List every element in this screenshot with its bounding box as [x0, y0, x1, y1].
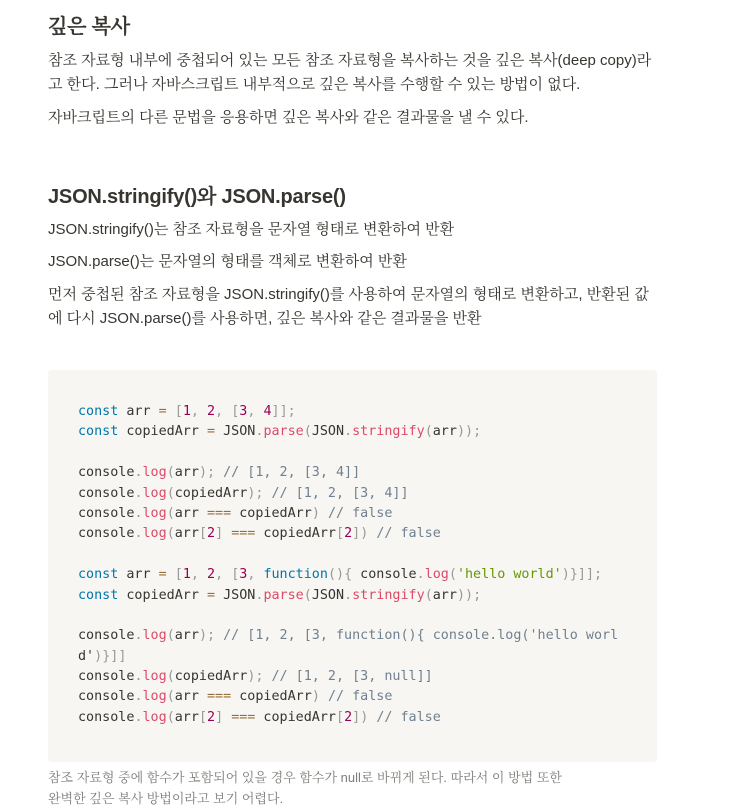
- code-line: console.log(arr); // [1, 2, [3, function(){ console.log('hello worl: [78, 628, 619, 644]
- code-line: console.log(arr[2] === copiedArr[2]) // false: [78, 526, 441, 542]
- code-line: const copiedArr = JSON.parse(JSON.stringify(arr));: [78, 424, 482, 440]
- paragraph-json-combined: 먼저 중첩된 참조 자료형을 JSON.stringify()를 사용하여 문자열의 형태로 변환하고, 반환된 값에 다시 JSON.parse()를 사용하면, 깊은 복사와 같은 결과물을 반환: [48, 286, 649, 327]
- code-line: console.log(copiedArr); // [1, 2, [3, 4]]: [78, 485, 409, 501]
- code-line: console.log(copiedArr); // [1, 2, [3, null]]: [78, 669, 433, 685]
- paragraph-deep-copy-definition: 참조 자료형 내부에 중첩되어 있는 모든 참조 자료형을 복사하는 것을 깊은 복사(deep copy)라고 한다. 그러나 자바스크립트 내부적으로 깊은 복사를 수행할 수 있는 방법이 없다.: [48, 52, 652, 93]
- code-line: d')}]]: [78, 648, 127, 664]
- heading-json-methods: JSON.stringify()와 JSON.parse(): [48, 186, 346, 208]
- code-block[interactable]: [48, 370, 657, 762]
- code-content: [78, 402, 618, 728]
- code-line: console.log(arr === copiedArr) // false: [78, 505, 393, 521]
- code-line: [78, 443, 618, 463]
- heading-deep-copy: 깊은 복사: [48, 16, 130, 38]
- paragraph-json-parse: JSON.parse()는 문자열의 형태를 객체로 변환하여 반환: [48, 253, 407, 270]
- code-line: console.log(arr); // [1, 2, [3, 4]]: [78, 465, 361, 481]
- code-line: [78, 545, 618, 565]
- code-line: const copiedArr = JSON.parse(JSON.stringify(arr));: [78, 587, 482, 603]
- paragraph-json-stringify: JSON.stringify()는 참조 자료형을 문자열 형태로 변환하여 반환: [48, 221, 455, 238]
- code-caption: 참조 자료형 중에 함수가 포함되어 있을 경우 함수가 null로 바뀌게 된다. 따라서 이 방법 또한 완벽한 깊은 복사 방법이라고 보기 어렵다.: [48, 770, 562, 806]
- code-line: [78, 606, 618, 626]
- code-line: console.log(arr === copiedArr) // false: [78, 689, 393, 705]
- code-line: const arr = [1, 2, [3, 4]];: [78, 404, 296, 419]
- code-line: console.log(arr[2] === copiedArr[2]) // false: [78, 709, 441, 725]
- code-line: const arr = [1, 2, [3, function(){ console.log('hello world')}]];: [78, 567, 603, 583]
- paragraph-deep-copy-workaround: 자바크립트의 다른 문법을 응용하면 깊은 복사와 같은 결과물을 낼 수 있다.: [48, 109, 529, 126]
